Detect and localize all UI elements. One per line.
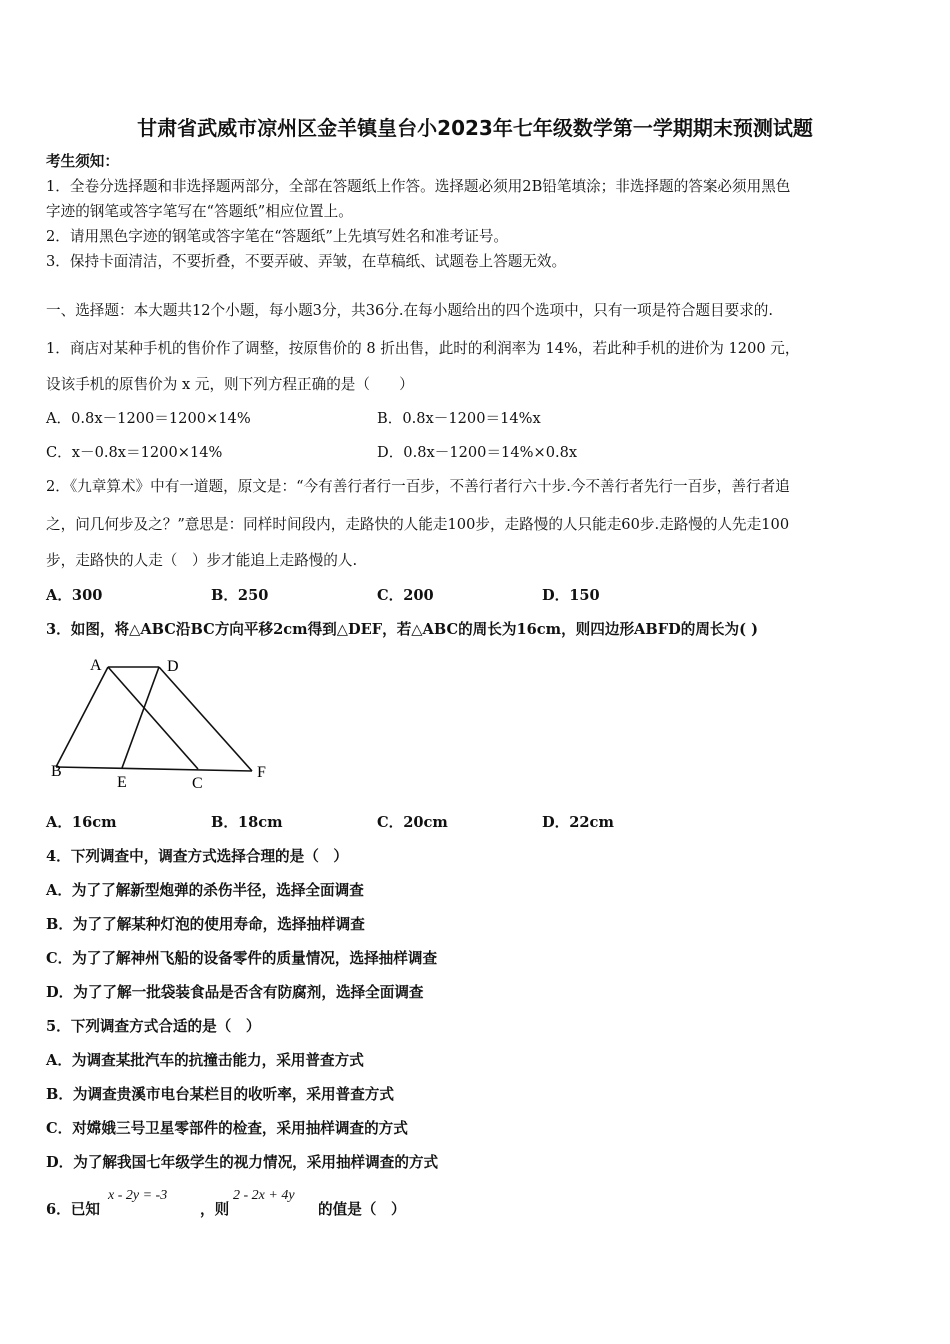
notice-item-1-cont: 字迹的钢笔或答字笔写在“答题纸”相应位置上。 [46, 203, 353, 220]
label-b: B [51, 763, 62, 780]
q2-stem: 2．《九章算术》中有一道题，原文是：“今有善行者行一百步，不善行者行六十步.今不善行者先行一百步，善行者追 [46, 478, 790, 495]
q4-option-a: A．为了了解新型炮弹的杀伤半径，选择全面调查 [46, 882, 364, 899]
notice-heading: 考生须知： [46, 153, 119, 170]
q6-formula-given: x - 2y = -3 [108, 1188, 168, 1203]
segment-df [159, 667, 252, 771]
q3-stem: 3．如图，将△ABC沿BC方向平移2cm得到△DEF，若△ABC的周长为16cm，则四边形ABFD的周长为( ) [46, 621, 758, 638]
label-e: E [117, 774, 127, 791]
q5-option-c: C．对嫦娥三号卫星零部件的检查，采用抽样调查的方式 [46, 1120, 408, 1137]
q3-option-d: D．22cm [542, 814, 614, 831]
q1-option-c: C．x－0.8x＝1200×14% [46, 444, 223, 461]
q2-option-a: A．300 [46, 587, 103, 604]
q1-option-d: D．0.8x－1200＝14%×0.8x [377, 444, 578, 461]
notice-item-2: 2．请用黑色字迹的钢笔或答字笔在“答题纸”上先填写姓名和准考证号。 [46, 228, 509, 245]
q2-stem-cont-2: 步，走路快的人走（ ）步才能追上走路慢的人. [46, 552, 358, 569]
q6-prefix: 6．已知 [46, 1201, 100, 1218]
q1-option-a: A．0.8x－1200＝1200×14% [46, 410, 251, 427]
q2-stem-cont: 之，问几何步及之？”意思是：同样时间段内，走路快的人能走100步，走路慢的人只能走60步.走路慢的人先走100 [46, 516, 790, 533]
label-a: A [90, 657, 102, 674]
q5-option-a: A．为调查某批汽车的抗撞击能力，采用普查方式 [46, 1052, 364, 1069]
q1-stem: 1．商店对某种手机的售价作了调整，按原售价的 8 折出售，此时的利润率为 14%，若此种手机的进价为 1200 元， [46, 340, 800, 357]
q2-option-b: B．250 [211, 587, 269, 604]
q1-stem-cont: 设该手机的原售价为 x 元，则下列方程正确的是（ ） [46, 376, 414, 393]
q6-suffix: 的值是（ ） [318, 1201, 406, 1218]
translation-figure [46, 650, 276, 795]
segment-bf [56, 767, 252, 771]
label-c: C [192, 775, 203, 792]
q4-option-c: C．为了了解神州飞船的设备零件的质量情况，选择抽样调查 [46, 950, 438, 967]
section-heading: 一、选择题：本大题共12个小题，每小题3分，共36分.在每小题给出的四个选项中，只有一项是符合题目要求的. [46, 302, 774, 319]
q6-middle: ，则 [200, 1201, 230, 1218]
q4-option-d: D．为了了解一批袋装食品是否含有防腐剂，选择全面调查 [46, 984, 424, 1001]
q3-option-c: C．20cm [377, 814, 448, 831]
triangle-translation-diagram [46, 650, 276, 795]
page-title: 甘肃省武威市凉州区金羊镇皇台小2023年七年级数学第一学期期末预测试题 [137, 116, 813, 140]
q5-option-d: D．为了解我国七年级学生的视力情况，采用抽样调查的方式 [46, 1154, 439, 1171]
q6-formula-expression: 2 - 2x + 4y [233, 1188, 295, 1203]
q5-option-b: B．为调查贵溪市电台某栏目的收听率，采用普查方式 [46, 1086, 394, 1103]
q5-stem: 5．下列调查方式合适的是（ ） [46, 1018, 261, 1035]
notice-item-3: 3．保持卡面清洁，不要折叠，不要弄破、弄皱，在草稿纸、试题卷上答题无效。 [46, 253, 567, 270]
q2-option-d: D．150 [542, 587, 600, 604]
label-d: D [167, 658, 179, 675]
q3-option-b: B．18cm [211, 814, 283, 831]
q2-option-c: C．200 [377, 587, 434, 604]
q4-option-b: B．为了了解某种灯泡的使用寿命，选择抽样调查 [46, 916, 365, 933]
q4-stem: 4．下列调查中，调查方式选择合理的是（ ） [46, 848, 349, 865]
q3-option-a: A．16cm [46, 814, 117, 831]
q1-option-b: B．0.8x－1200＝14%x [377, 410, 541, 427]
segment-ab [56, 667, 108, 767]
label-f: F [257, 764, 266, 781]
notice-item-1: 1．全卷分选择题和非选择题两部分，全部在答题纸上作答。选择题必须用2B铅笔填涂；非选择题的答案必须用黑色 [46, 178, 791, 195]
